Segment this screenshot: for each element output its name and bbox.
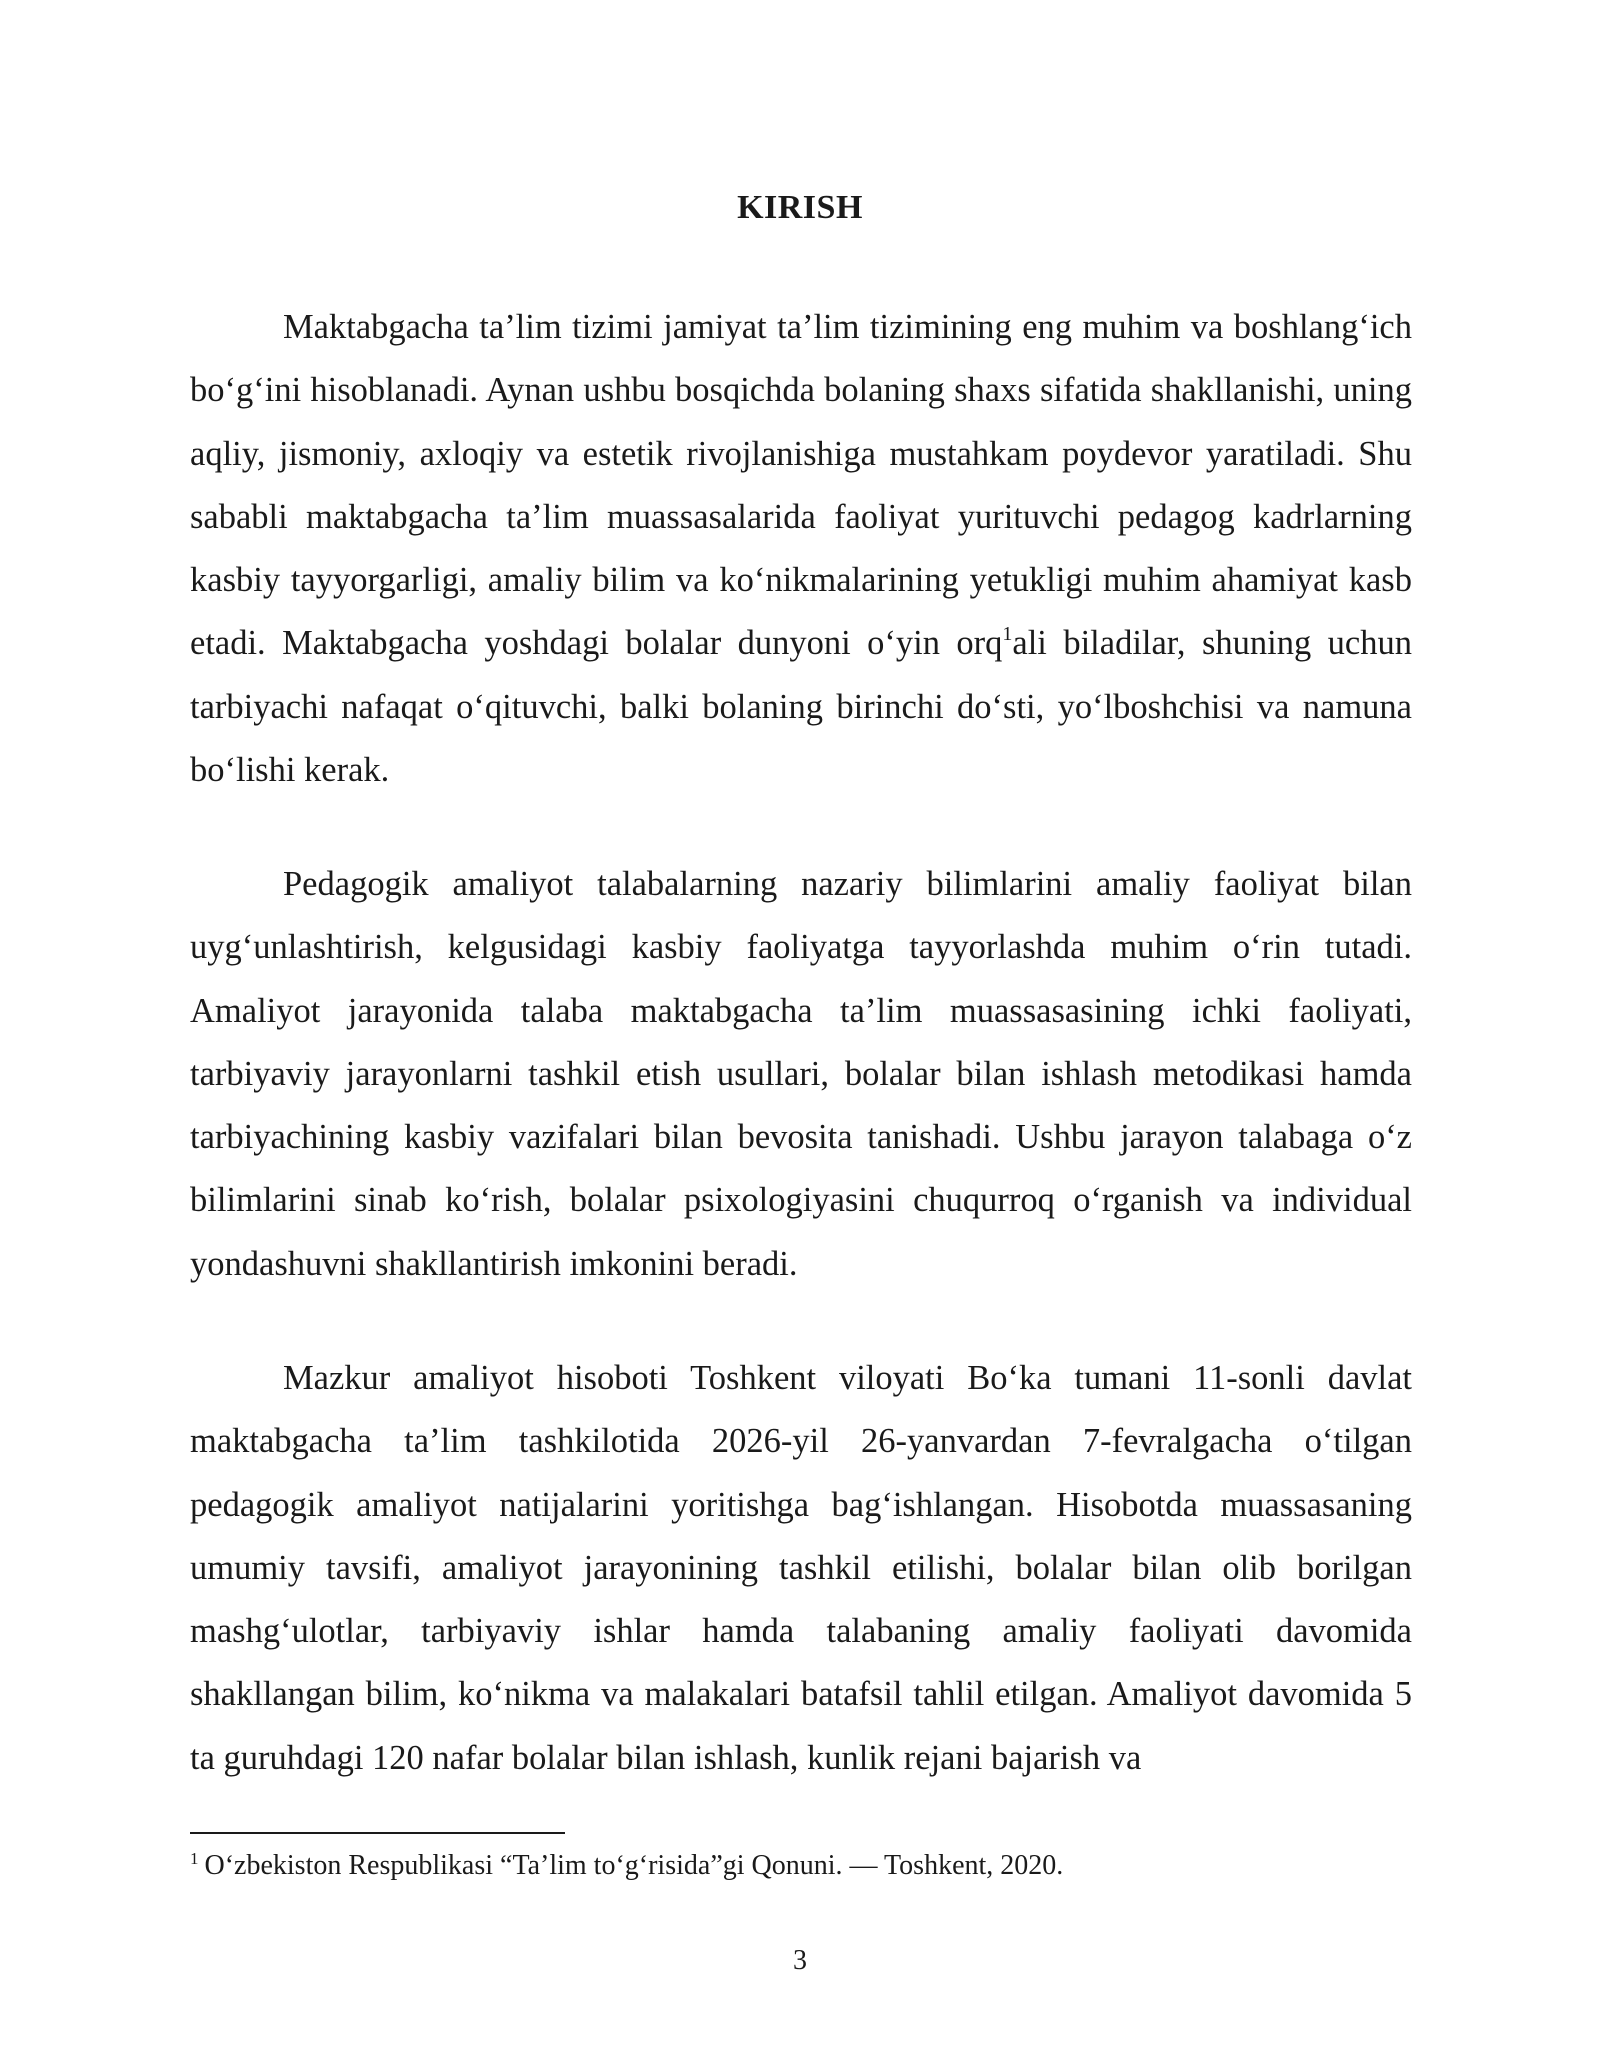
paragraph-1-part-a: Maktabgacha ta’lim tizimi jamiyat ta’lim tizimining eng muhim va boshlang‘ich bo‘g‘ini hisoblanadi. Aynan ushbu bosqichda bolaning shaxs sifatida shakllanishi, uning aqliy, jismoniy, axloqiy va estetik rivojlanishiga mustahkam poydevor yaratiladi. Shu sababli maktabgacha ta’lim muassasalarida faoliyat yurituvchi pedagog kadrlarning kasbiy tayyorgarligi, amaliy bilim va ko‘nikmalarining yetukligi muhim ahamiyat kasb etadi. Maktabgacha yoshdagi bolalar dunyoni o‘yin orq <box>190 308 1412 663</box>
paragraph-3-text: Mazkur amaliyot hisoboti Toshkent viloyati Bo‘ka tumani 11-sonli davlat maktabgacha ta’lim tashkilotida 2026-yil 26-yanvardan 7-fevralgacha o‘tilgan pedagogik amaliyot natijalarini yoritishga bag‘ishlangan. Hisobotda muassasaning umumiy tavsifi, amaliyot jarayonining tashkil etilishi, bolalar bilan olib borilgan mashg‘ulotlar, tarbiyaviy ishlar hamda talabaning amaliy faoliyati davomida shakllangan bilim, ko‘nikma va malakalari batafsil tahlil etilgan. Amaliyot davomida 5 ta guruhdagi 120 nafar bolalar bilan ishlash, kunlik rejani bajarish va <box>190 1359 1412 1777</box>
paragraph-1 <box>190 296 1412 802</box>
footnote-separator <box>190 1832 565 1834</box>
paragraph-3 <box>190 1347 1412 1790</box>
paragraph-1-part-b: ali biladilar, shuning uchun tarbiyachi nafaqat o‘qituvchi, balki bolaning birinchi do‘sti, yo‘lboshchisi va namuna bo‘lishi kerak. <box>190 624 1412 790</box>
paragraph-2 <box>190 853 1412 1296</box>
footnote <box>190 1848 1412 1884</box>
paragraph-1-text <box>190 296 1412 802</box>
paragraph-2-text: Pedagogik amaliyot talabalarning nazariy bilimlarini amaliy faoliyat bilan uyg‘unlashtirish, kelgusidagi kasbiy faoliyatga tayyorlashda muhim o‘rin tutadi. Amaliyot jarayonida talaba maktabgacha ta’lim muassasasining ichki faoliyati, tarbiyaviy jarayonlarni tashkil etish usullari, bolalar bilan ishlash metodikasi hamda tarbiyachining kasbiy vazifalari bilan bevosita tanishadi. Ushbu jarayon talabaga o‘z bilimlarini sinab ko‘rish, bolalar psixologiyasini chuqurroq o‘rganish va individual yondashuvni shakllantirish imkonini beradi. <box>190 865 1412 1283</box>
footnote-reference: 1 <box>1002 622 1013 645</box>
page-number: 3 <box>793 1945 807 1976</box>
footnote-text: O‘zbekiston Respublikasi “Ta’lim to‘g‘risida”gi Qonuni. — Toshkent, 2020. <box>204 1850 1064 1881</box>
section-heading: KIRISH <box>737 189 863 226</box>
footnote-marker: 1 <box>190 1848 199 1868</box>
